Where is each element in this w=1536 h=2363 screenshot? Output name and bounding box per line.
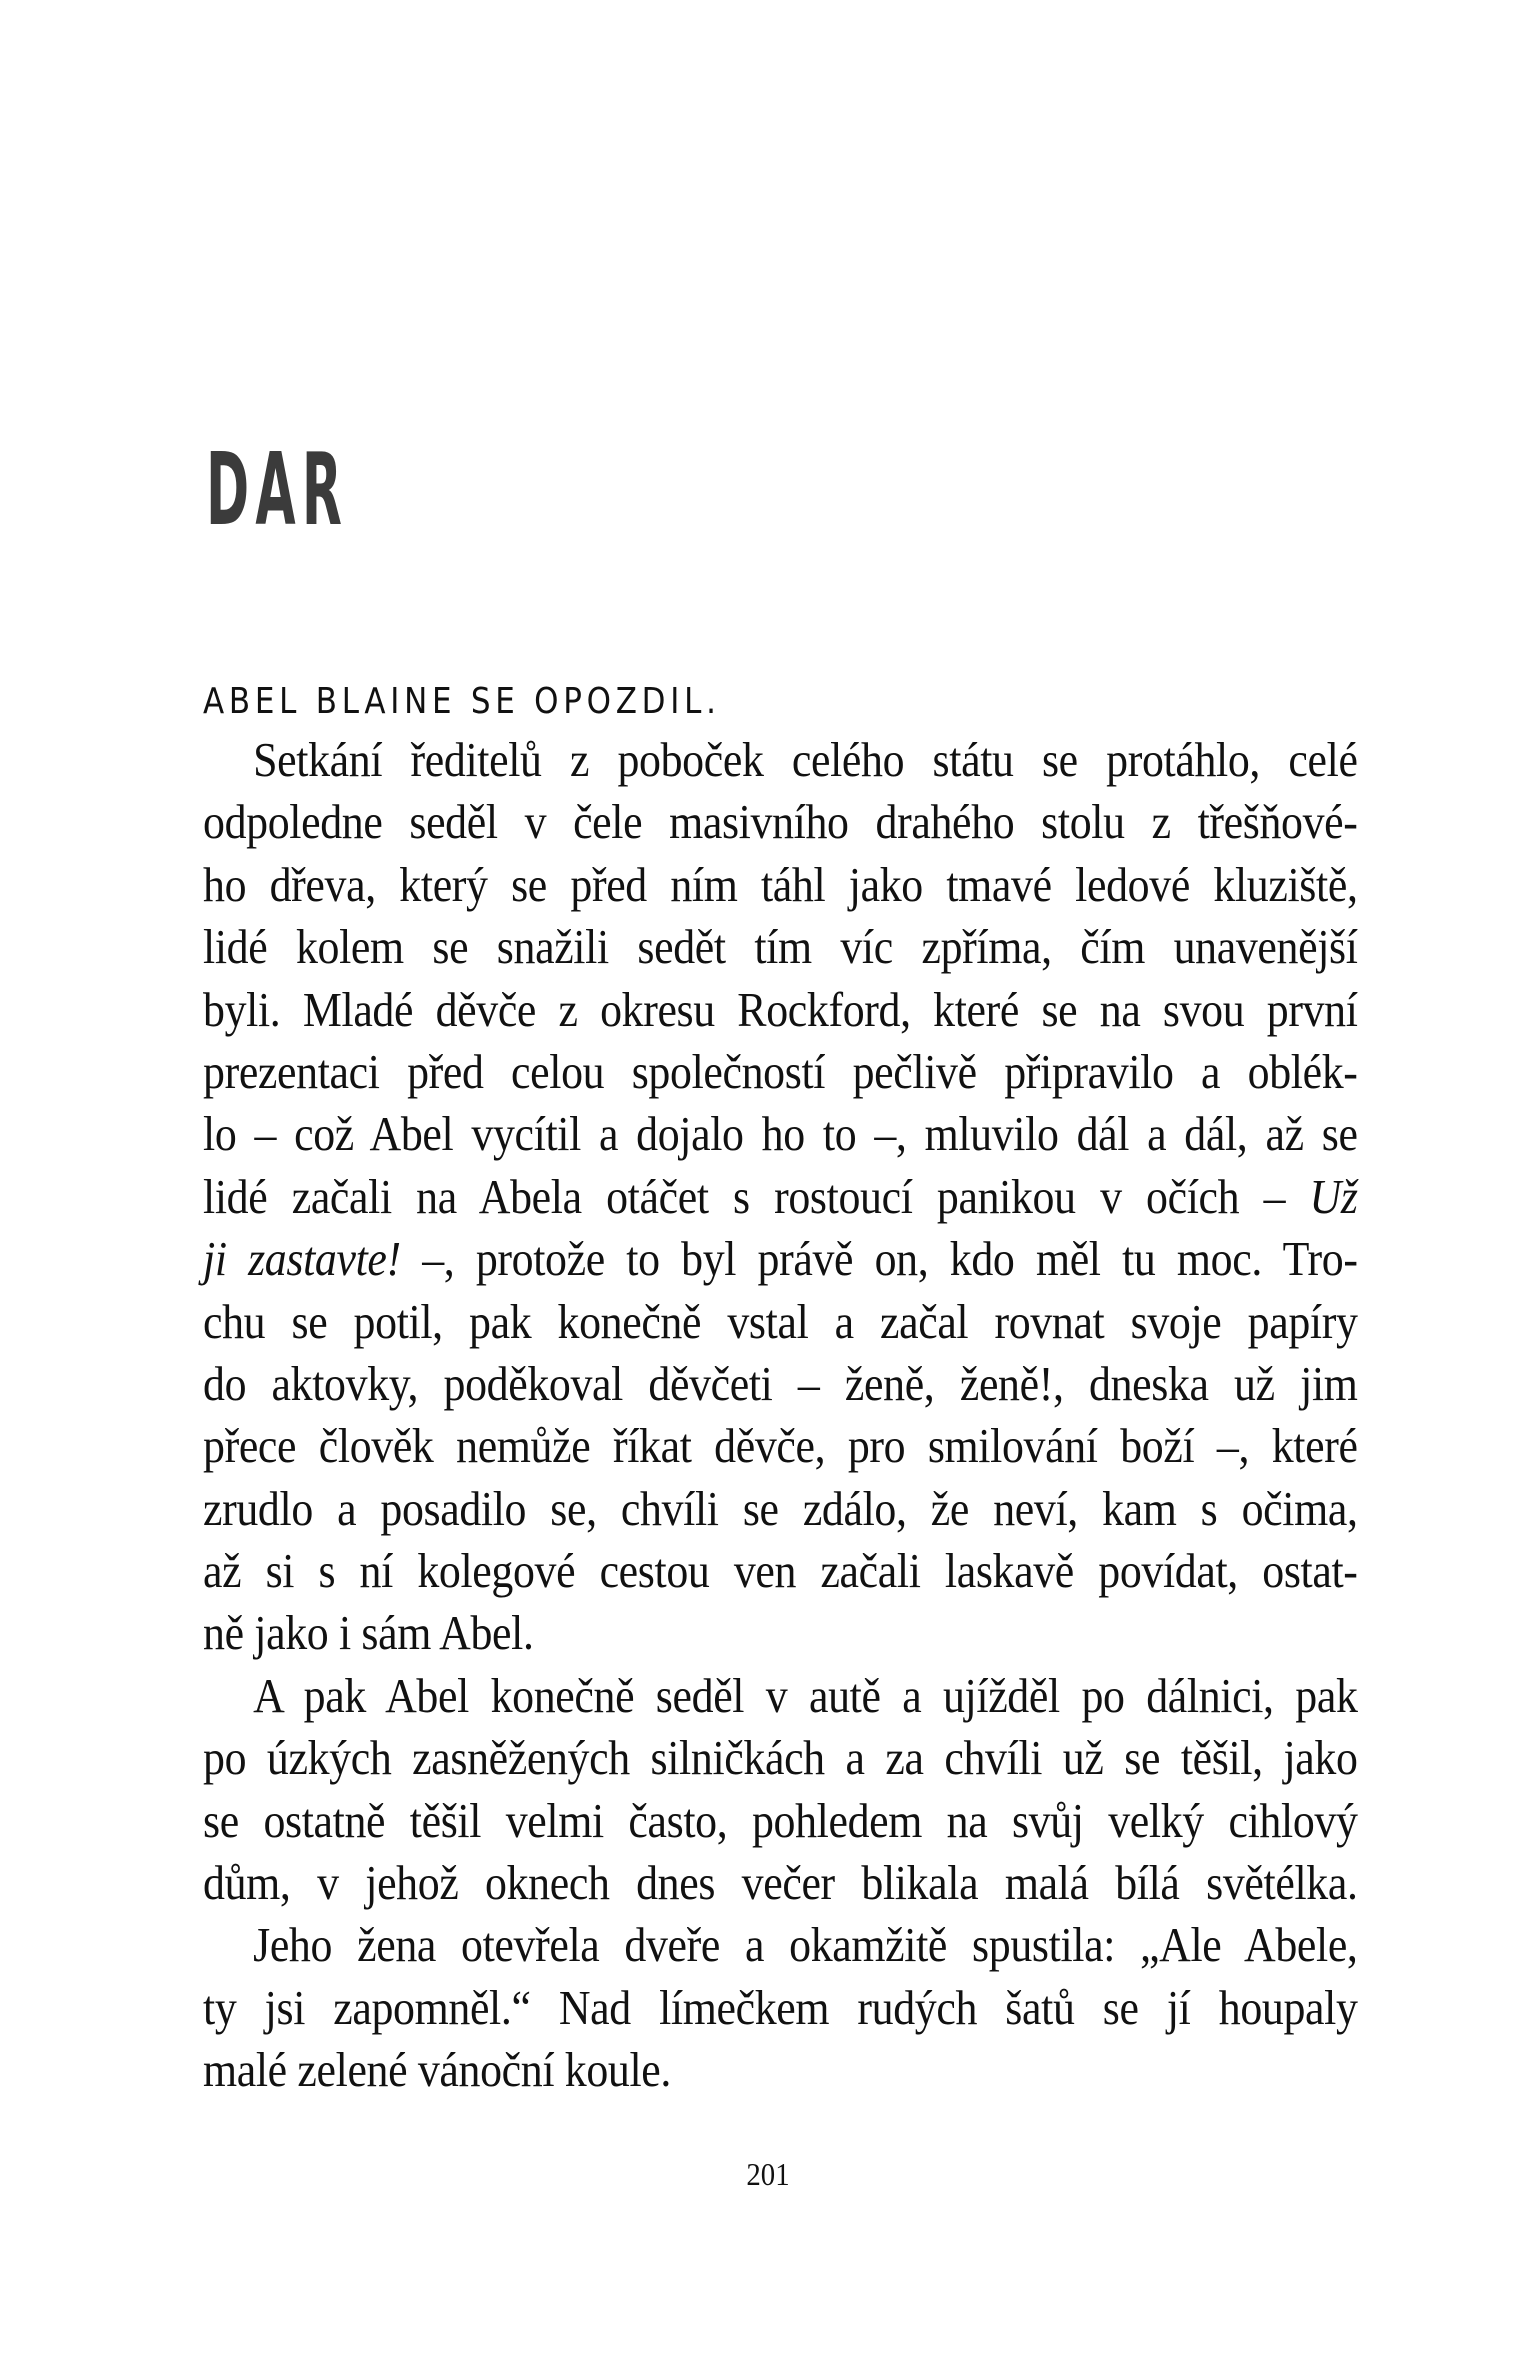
text-line: prezentaci před celou společností pečlivě připravilo a oblék-: [203, 1043, 1358, 1099]
text-line: odpoledne seděl v čele masivního drahého stolu z třešňové-: [203, 794, 1358, 850]
text-line: Setkání ředitelů z poboček celého státu se protáhlo, celé: [253, 732, 1358, 787]
text-line: ho dřeva, který se před ním táhl jako tmavé ledové kluziště,: [203, 856, 1358, 912]
text-line: chu se potil, pak konečně vstal a začal rovnat svoje papíry: [203, 1293, 1358, 1349]
text-line: do aktovky, poděkoval děvčeti – ženě, ženě!, dneska už jim: [203, 1355, 1358, 1411]
text-line: přece člověk nemůže říkat děvče, pro smilování boží –, které: [203, 1418, 1358, 1474]
text-line: Jeho žena otevřela dveře a okamžitě spustila: „Ale Abele,: [253, 1917, 1358, 1973]
text-run: lidé začali na Abela otáčet s rostoucí panikou v očích –: [203, 1168, 1310, 1224]
body-text: [203, 729, 1358, 2102]
text-line: lidé kolem se snažili sedět tím víc zpříma, čím unavenější: [203, 919, 1358, 975]
text-line: ty jsi zapomněl.“ Nad límečkem rudých šatů se jí houpaly: [203, 1979, 1358, 2035]
chapter-lead-in: ABEL BLAINE SE OPOZDIL.: [203, 681, 721, 722]
text-line: lo – což Abel vycítil a dojalo ho to –, mluvilo dál a dál, až se: [203, 1106, 1358, 1162]
text-line: dům, v jehož oknech dnes večer blikala malá bílá světélka.: [203, 1855, 1358, 1911]
text-line: byli. Mladé děvče z okresu Rockford, které se na svou první: [203, 981, 1358, 1037]
text-line: A pak Abel konečně seděl v autě a ujížděl po dálnici, pak: [253, 1667, 1358, 1723]
text-line: zrudlo a posadilo se, chvíli se zdálo, že neví, kam s očima,: [203, 1480, 1358, 1536]
text-line: ně jako i sám Abel.: [203, 1605, 534, 1661]
page-number: 201: [746, 2156, 790, 2192]
text-line: [203, 1166, 1358, 1228]
text-line: po úzkých zasněžených silničkách a za chvíli už se těšil, jako: [203, 1730, 1358, 1786]
text-run: –, protože to byl právě on, kdo měl tu moc. Tro-: [400, 1231, 1358, 1287]
text-line: se ostatně těšil velmi často, pohledem na svůj velký cihlový: [203, 1792, 1358, 1848]
italic-run: ji zastavte!: [203, 1231, 401, 1287]
text-line: [203, 1228, 1358, 1290]
chapter-title: DAR: [206, 431, 349, 548]
text-line: malé zelené vánoční koule.: [203, 2042, 672, 2098]
italic-run: Už: [1309, 1168, 1358, 1224]
text-line: až si s ní kolegové cestou ven začali laskavě povídat, ostat-: [203, 1543, 1358, 1599]
